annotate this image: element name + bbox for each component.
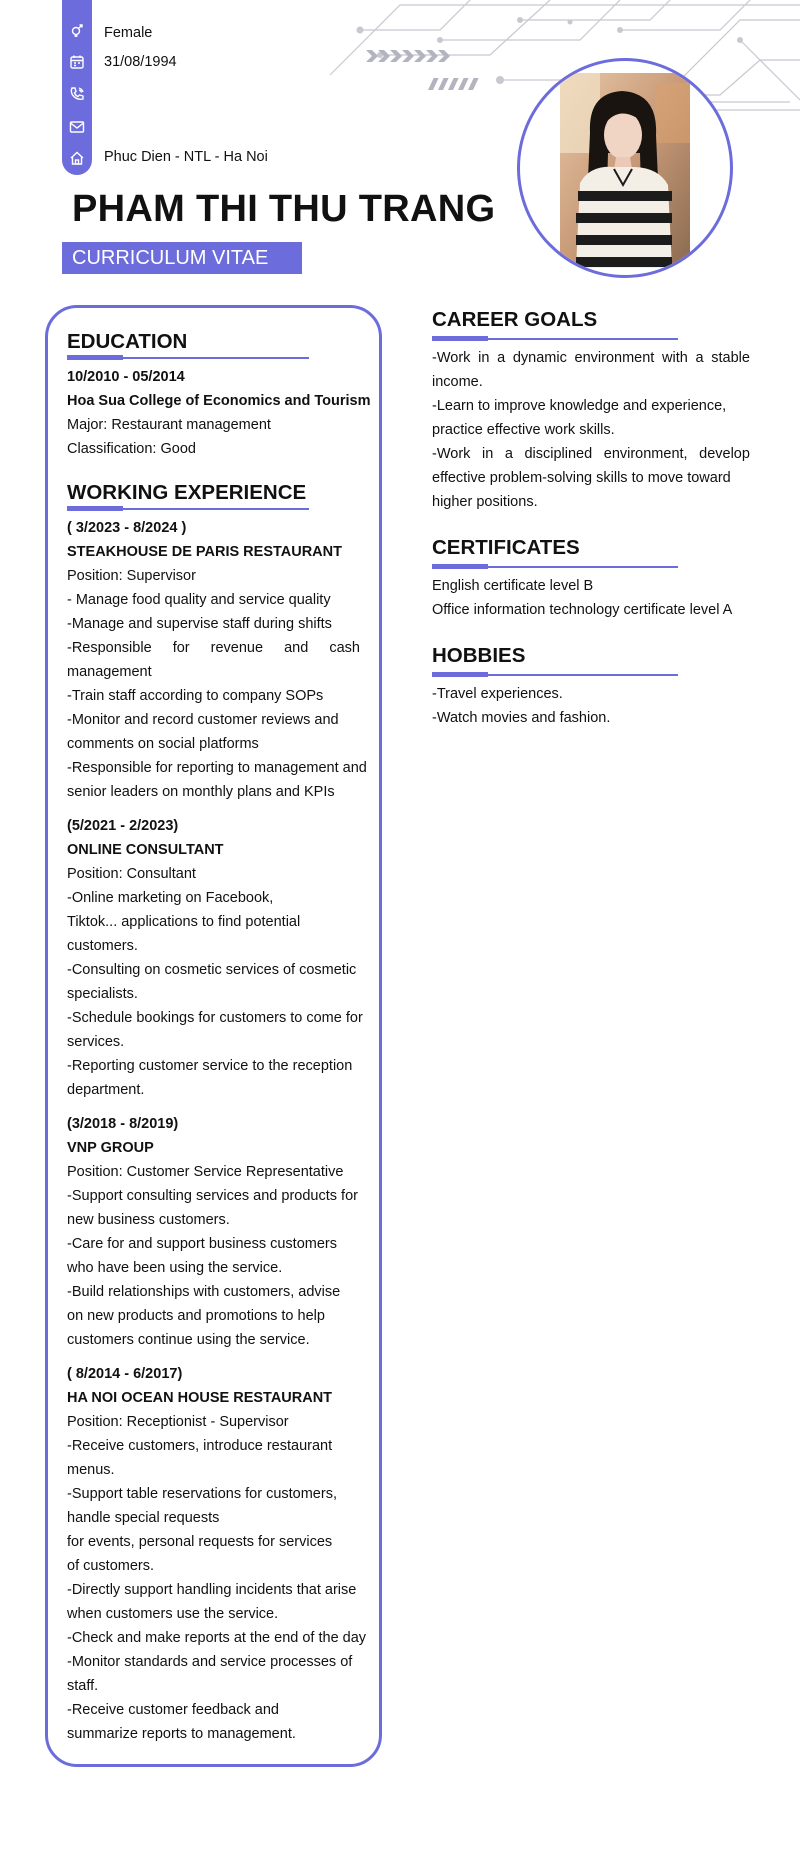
job-line: handle special requests <box>67 1510 220 1526</box>
address-text: Phuc Dien - NTL - Ha Noi <box>104 149 268 165</box>
justified-word: stable <box>711 350 750 366</box>
job-line: specialists. <box>67 986 138 1002</box>
job-line: -Consulting on cosmetic services of cosmetic <box>67 962 357 978</box>
justified-word: a <box>497 350 506 366</box>
justified-word: environment <box>574 350 655 366</box>
justified-word: with <box>662 350 688 366</box>
justified-word: develop <box>699 446 750 462</box>
job-period: ( 3/2023 - 8/2024 ) <box>67 520 187 536</box>
job-line: senior leaders on monthly plans and KPIs <box>67 784 335 800</box>
profile-photo <box>560 73 690 268</box>
justified-word: disciplined <box>524 446 593 462</box>
justified-word: -Responsible <box>67 640 152 656</box>
justified-word: -Work <box>432 446 471 462</box>
job-line: summarize reports to management. <box>67 1726 296 1742</box>
candidate-name: PHAM THI THU TRANG <box>72 188 496 230</box>
hobby-line: -Watch movies and fashion. <box>432 710 611 726</box>
certificates-underline <box>432 566 678 568</box>
job-line: on new products and promotions to help <box>67 1308 325 1324</box>
job-line <box>67 636 360 660</box>
profile-photo-frame <box>517 58 733 278</box>
justified-word: cash <box>329 640 360 656</box>
job-line: -Care for and support business customers <box>67 1236 337 1252</box>
job-line: Position: Receptionist - Supervisor <box>67 1414 289 1430</box>
justified-word: a <box>504 446 513 462</box>
job-line: department. <box>67 1082 145 1098</box>
certificate-line: Office information technology certificate level A <box>432 602 733 618</box>
job-line: who have been using the service. <box>67 1260 283 1276</box>
justified-word: environment, <box>603 446 688 462</box>
job-line: management <box>67 664 152 680</box>
job-company: HA NOI OCEAN HOUSE RESTAURANT <box>67 1390 333 1406</box>
job-line: new business customers. <box>67 1212 230 1228</box>
career-goals-underline <box>432 338 678 340</box>
education-period: 10/2010 - 05/2014 <box>67 369 185 385</box>
job-line: -Receive customer feedback and <box>67 1702 279 1718</box>
justified-word: revenue <box>210 640 264 656</box>
calendar-icon <box>62 52 92 72</box>
certificate-line: English certificate level B <box>432 578 594 594</box>
contact-sidebar <box>62 0 92 175</box>
goal-line <box>432 346 750 370</box>
job-line: -Responsible for reporting to management and <box>67 760 367 776</box>
justified-word: in <box>478 350 490 366</box>
hobby-line: -Travel experiences. <box>432 686 563 702</box>
job-company: ONLINE CONSULTANT <box>67 842 224 858</box>
justified-word: dynamic <box>512 350 567 366</box>
cv-title-bar: CURRICULUM VITAE <box>62 242 302 274</box>
justified-word: and <box>284 640 309 656</box>
goal-line: -Learn to improve knowledge and experience, <box>432 398 727 414</box>
job-line: -Support table reservations for customers, <box>67 1486 337 1502</box>
job-line: -Build relationships with customers, advise <box>67 1284 341 1300</box>
experience-title: WORKING EXPERIENCE <box>67 481 307 504</box>
job-line: Position: Consultant <box>67 866 196 882</box>
job-line: -Monitor standards and service processes of <box>67 1654 353 1670</box>
job-line: of customers. <box>67 1558 155 1574</box>
job-line: -Check and make reports at the end of the day <box>67 1630 367 1646</box>
email-icon <box>62 117 92 137</box>
job-period: (3/2018 - 8/2019) <box>67 1116 179 1132</box>
job-period: ( 8/2014 - 6/2017) <box>67 1366 183 1382</box>
job-line: -Monitor and record customer reviews and <box>67 712 339 728</box>
justified-word: in <box>481 446 494 462</box>
education-classification: Classification: Good <box>67 441 196 457</box>
goal-line <box>432 442 750 466</box>
justified-word: -Work <box>432 350 471 366</box>
job-line: services. <box>67 1034 125 1050</box>
job-line: staff. <box>67 1678 99 1694</box>
goal-line: higher positions. <box>432 494 538 510</box>
job-line: Position: Customer Service Representative <box>67 1164 344 1180</box>
education-title: EDUCATION <box>67 330 188 353</box>
education-school: Hoa Sua College of Economics and Tourism <box>67 393 371 409</box>
job-period: (5/2021 - 2/2023) <box>67 818 179 834</box>
job-line: -Directly support handling incidents that arise <box>67 1582 357 1598</box>
justified-word: a <box>695 350 704 366</box>
education-underline <box>67 357 309 359</box>
experience-underline <box>67 508 309 510</box>
phone-icon <box>62 84 92 104</box>
gender-text: Female <box>104 25 153 41</box>
job-line: -Online marketing on Facebook, <box>67 890 274 906</box>
job-line: Position: Supervisor <box>67 568 196 584</box>
job-line: for events, personal requests for services <box>67 1534 333 1550</box>
hobbies-underline <box>432 674 678 676</box>
home-icon <box>62 148 92 168</box>
job-line: when customers use the service. <box>67 1606 279 1622</box>
job-line: Tiktok... applications to find potential <box>67 914 301 930</box>
job-line: - Manage food quality and service quality <box>67 592 331 608</box>
hobbies-title: HOBBIES <box>432 644 526 667</box>
job-line: -Schedule bookings for customers to come for <box>67 1010 363 1026</box>
job-line: -Support consulting services and products for <box>67 1188 358 1204</box>
job-line: -Train staff according to company SOPs <box>67 688 324 704</box>
job-line: -Receive customers, introduce restaurant <box>67 1438 333 1454</box>
certificates-title: CERTIFICATES <box>432 536 580 559</box>
job-company: VNP GROUP <box>67 1140 154 1156</box>
goal-line: effective problem-solving skills to move toward <box>432 470 731 486</box>
education-major: Major: Restaurant management <box>67 417 271 433</box>
job-line: customers. <box>67 938 138 954</box>
gender-icon <box>62 20 92 40</box>
job-line: -Reporting customer service to the reception <box>67 1058 353 1074</box>
birthday-text: 31/08/1994 <box>104 54 177 70</box>
job-company: STEAKHOUSE DE PARIS RESTAURANT <box>67 544 342 560</box>
justified-word: for <box>172 640 190 656</box>
goal-line: practice effective work skills. <box>432 422 615 438</box>
job-line: -Manage and supervise staff during shifts <box>67 616 332 632</box>
career-goals-title: CAREER GOALS <box>432 308 598 331</box>
job-line: menus. <box>67 1462 115 1478</box>
job-line: customers continue using the service. <box>67 1332 310 1348</box>
job-line: comments on social platforms <box>67 736 259 752</box>
goal-line: income. <box>432 374 483 390</box>
